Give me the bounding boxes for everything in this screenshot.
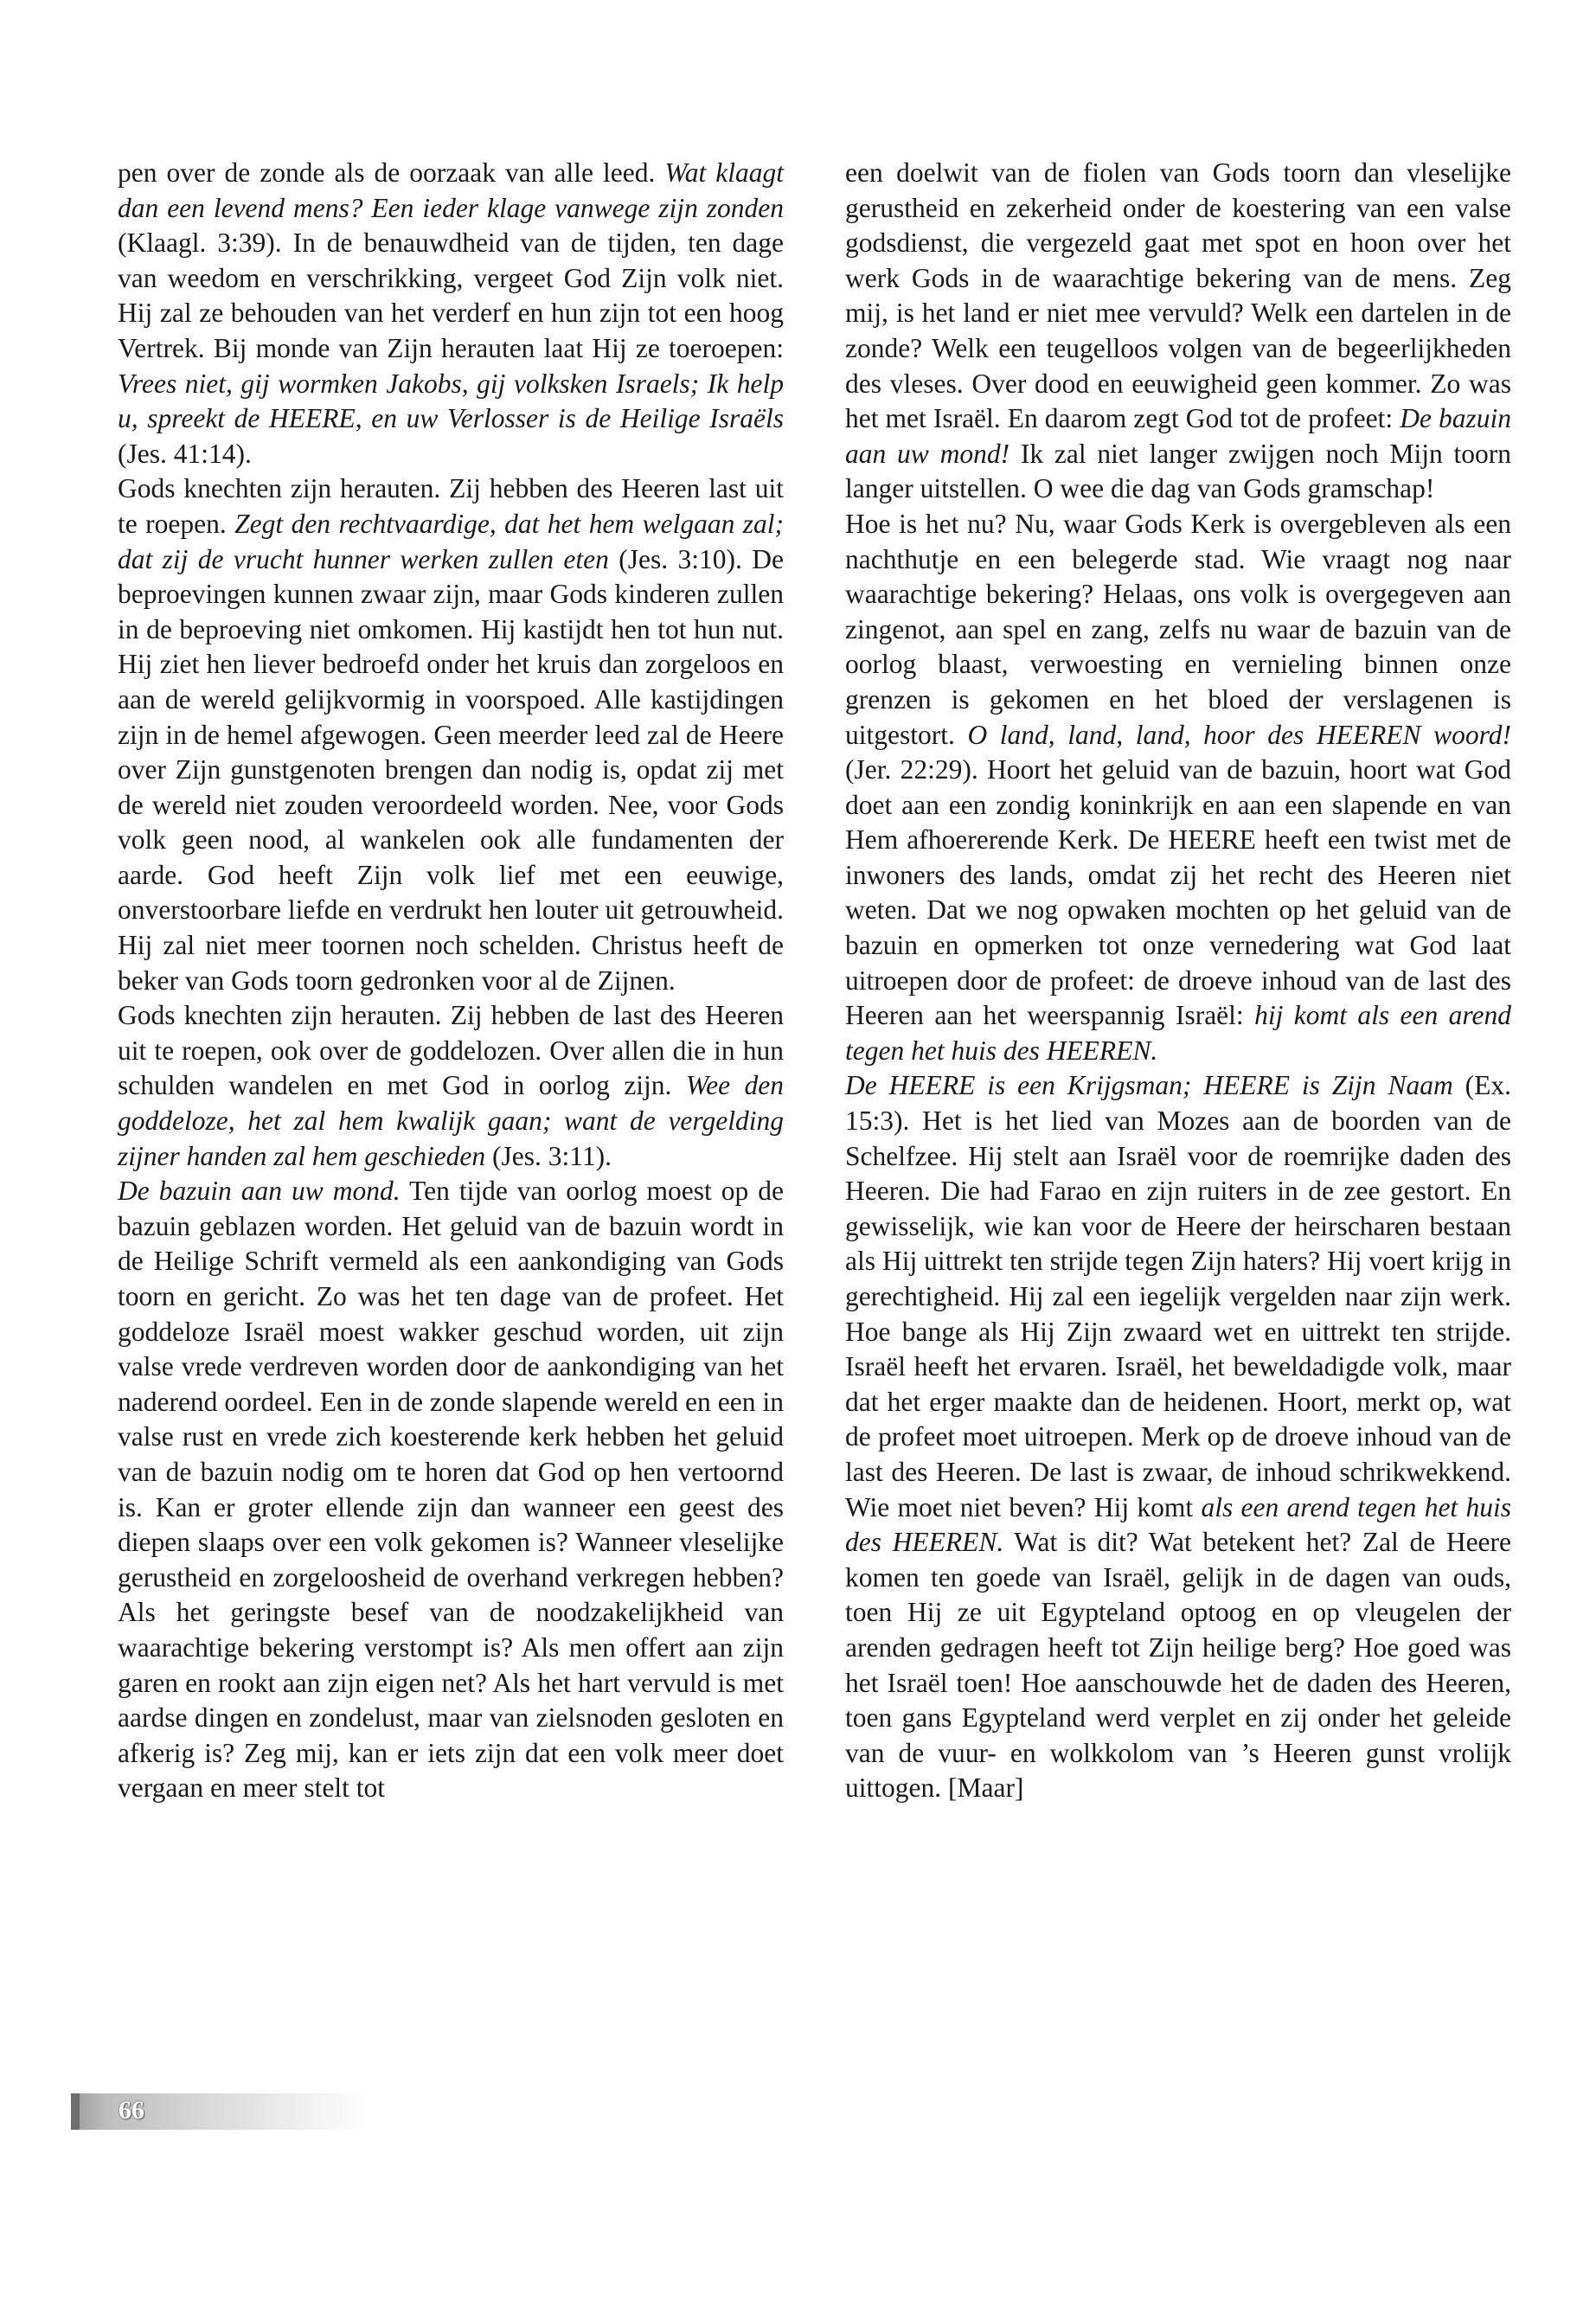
italic-text-run: hij komt als een arend tegen het huis des HEEREN. xyxy=(845,1000,1511,1066)
paragraph xyxy=(845,1068,1511,1805)
right-column xyxy=(845,156,1511,1806)
italic-text-run: Zegt den rechtvaardige, dat het hem welgaan zal; dat zij de vrucht hunner werken zullen eten xyxy=(118,508,784,574)
paragraph xyxy=(118,471,784,998)
paragraph xyxy=(118,156,784,471)
text-run: Gods knechten zijn herauten. Zij hebben des Heeren last uit te roepen. xyxy=(118,473,784,539)
paragraph xyxy=(118,1174,784,1806)
paragraph xyxy=(845,156,1511,507)
text-run: Gods knechten zijn herauten. Zij hebben de last des Heeren uit te roepen, ook over de goddelozen. Over allen die in hun schulden wandelen en met God in oorlog zijn. xyxy=(118,1000,784,1101)
text-run: (Jes. 3:11). xyxy=(485,1140,612,1171)
text-run: Hoe is het nu? Nu, waar Gods Kerk is overgebleven als een nachthutje en een belegerde stad. Wie vraagt nog naar waarachtige bekering? Helaas, ons volk is overgegeven aan zingenot, aan spel en zang, zelfs nu waar de bazuin van de oorlog blaast, verwoesting en vernieling binnen onze grenzen is gekomen en het bloed der verslagenen is uitgestort. xyxy=(845,508,1511,750)
text-run: Wat is dit? Wat betekent het? Zal de Heere komen ten goede van Israël, gelijk in de dagen van ouds, toen Hij ze uit Egypteland optoog en op vleugelen der arenden gedragen heeft tot Zijn heilige berg? Hoe goed was het Israël toen! Hoe aanschouwde het de daden des Heeren, toen gans Egypteland werd verplet en zij onder het geleide van de vuur- en wolkkolom van ’s Heeren gunst vrolijk uittogen. [Maar] xyxy=(845,1527,1511,1804)
italic-text-run: als een arend tegen het huis des HEEREN. xyxy=(845,1491,1511,1558)
italic-text-run: De HEERE is een Krijgsman; HEERE is Zijn Naam xyxy=(845,1070,1453,1101)
paragraph xyxy=(845,507,1511,1069)
text-run: (Jer. 22:29). Hoort het geluid van de bazuin, hoort wat God doet aan een zondig koninkrijk en aan een slapende en van Hem afhoererende Kerk. De HEERE heeft een twist met de inwoners des lands, omdat zij het recht des Heeren niet weten. Dat we nog opwaken mochten op het geluid van de bazuin en opmerken tot onze vernedering wat God laat uitroepen door de profeet: de droeve inhoud van de last des Heeren aan het weerspannig Israël: xyxy=(845,754,1511,1031)
text-run: (Ex. 15:3). Het is het lied van Mozes aan de boorden van de Schelfzee. Hij stelt aan Israël voor de roemrijke daden des Heeren. Die had Farao en zijn ruiters in de zee gestort. En gewisselijk, wie kan voor de Heere der heirscharen bestaan als Hij uittrekt ten strijde tegen Zijn haters? Hij voert krijg in gerechtigheid. Hij zal een iegelijk vergelden naar zijn werk. Hoe bange als Hij Zijn zwaard wet en uittrekt ten strijde. Israël heeft het ervaren. Israël, het beweldadigde volk, maar dat het erger maakte dan de heidenen. Hoort, merkt op, wat de profeet moet uitroepen. Merk op de droeve inhoud van de last des Heeren. De last is zwaar, de inhoud schrikwekkend. Wie moet niet beven? Hij komt xyxy=(845,1070,1511,1522)
paragraph xyxy=(118,998,784,1174)
page-number-accent-bar xyxy=(71,2093,80,2130)
italic-text-run: Vrees niet, gij wormken Jakobs, gij volksken Israels; Ik help u, spreekt de HEERE, en uw Verlosser is de Heilige Israëls xyxy=(118,368,784,434)
italic-text-run: Wat klaagt dan een levend mens? Een ieder klage vanwege zijn zonden xyxy=(118,157,784,223)
text-run: pen over de zonde als de oorzaak van alle leed. xyxy=(118,157,665,188)
left-column xyxy=(118,156,784,1806)
text-run: (Klaagl. 3:39). In de benauwdheid van de tijden, ten dage van weedom en verschrikking, vergeet God Zijn volk niet. Hij zal ze behouden van het verderf en hun zijn tot een hoog Vertrek. Bij monde van Zijn herauten laat Hij ze toeroepen: xyxy=(118,228,784,363)
page-number-tab xyxy=(71,2093,369,2130)
italic-text-run: O land, land, land, hoor des HEEREN woord! xyxy=(967,719,1511,750)
page-number: 66 xyxy=(119,2096,144,2125)
text-run: (Jes. 41:14). xyxy=(118,438,252,469)
italic-text-run: De bazuin aan uw mond. xyxy=(118,1176,401,1207)
text-run: Ik zal niet langer zwijgen noch Mijn toorn langer uitstellen. O wee die dag van Gods gramschap! xyxy=(845,438,1512,504)
italic-text-run: De bazuin aan uw mond! xyxy=(845,403,1511,469)
text-run: een doelwit van de fiolen van Gods toorn dan vleselijke gerustheid en zekerheid onder de koestering van een valse godsdienst, die vergezeld gaat met spot en hoon over het werk Gods in de waarachtige bekering van de mens. Zeg mij, is het land er niet mee vervuld? Welk een dartelen in de zonde? Welk een teugelloos volgen van de begeerlijkheden des vleses. Over dood en eeuwigheid geen kommer. Zo was het met Israël. En daarom zegt God tot de profeet: xyxy=(845,157,1511,434)
text-run: (Jes. 3:10). De beproevingen kunnen zwaar zijn, maar Gods kinderen zullen in de beproeving niet omkomen. Hij kastijdt hen tot hun nut. Hij ziet hen liever bedroefd onder het kruis dan zorgeloos en aan de wereld gelijkvormig in voorspoed. Alle kastijdingen zijn in de hemel afgewogen. Geen meerder leed zal de Heere over Zijn gunstgenoten brengen dan nodig is, opdat zij met de wereld niet zouden veroordeeld worden. Nee, voor Gods volk geen nood, al wankelen ook alle fundamenten der aarde. God heeft Zijn volk lief met een eeuwige, onverstoorbare liefde en verdrukt hen louter uit getrouwheid. Hij zal niet meer toornen noch schelden. Christus heeft de beker van Gods toorn gedronken voor al de Zijnen. xyxy=(118,543,784,996)
italic-text-run: Wee den goddeloze, het zal hem kwalijk gaan; want de vergelding zijner handen zal hem geschieden xyxy=(118,1070,785,1171)
text-run: Ten tijde van oorlog moest op de bazuin geblazen worden. Het geluid van de bazuin wordt in de Heilige Schrift vermeld als een aankondiging van Gods toorn en gericht. Zo was het ten dage van de profeet. Het goddeloze Israël moest wakker geschud worden, uit zijn valse vrede verdreven worden door de aankondiging van het naderend oordeel. Een in de zonde slapende wereld en een in valse rust en vrede zich koesterende kerk hebben het geluid van de bazuin nodig om te horen dat God op hen vertoornd is. Kan er groter ellende zijn dan wanneer een geest des diepen slaaps over een volk gekomen is? Wanneer vleselijke gerustheid en zorgeloosheid de overhand verkregen hebben? Als het geringste besef van de noodzakelijkheid van waarachtige bekering verstompt is? Als men offert aan zijn garen en rookt aan zijn eigen net? Als het hart vervuld is met aardse dingen en zondelust, maar van zielsnoden gesloten en afkerig is? Zeg mij, kan er iets zijn dat een volk meer doet vergaan en meer stelt tot xyxy=(118,1176,785,1804)
